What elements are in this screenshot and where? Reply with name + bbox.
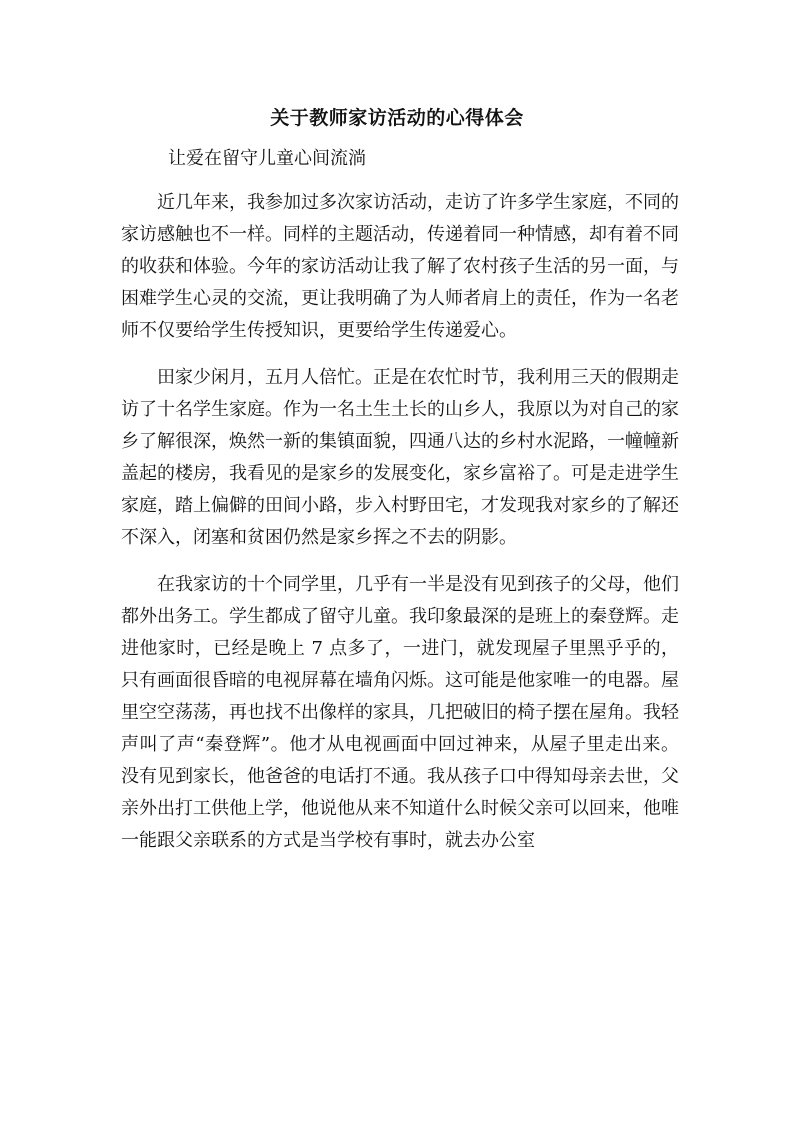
document-subtitle: 让爱在留守儿童心间流淌 xyxy=(168,148,366,169)
paragraph: 在我家访的十个同学里，几乎有一半是没有见到孩子的父母，他们都外出务工。学生都成了留守儿童。我印象最深的是班上的秦登辉。走进他家时，已经是晚上 7 点多了，一进门，就发现屋子里黑乎乎的，只有画面很昏暗的电视屏幕在墙角闪烁。这可能是他家唯一的电器。屋里空空荡荡，再也找不出像样的家具，几把破旧的椅子摆在屋角。我轻声叫了声“秦登辉”。他才从电视画面中回过神来，从屋子里走出来。没有见到家长，他爸爸的电话打不通。我从孩子口中得知母亲去世，父亲外出打工供他上学，他说他从来不知道什么时候父亲可以回来，他唯一能跟父亲联系的方式是当学校有事时，就去办公室 xyxy=(121,574,679,851)
paragraph: 田家少闲月，五月人倍忙。正是在农忙时节，我利用三天的假期走访了十名学生家庭。作为一名土生土长的山乡人，我原以为对自己的家乡了解很深，焕然一新的集镇面貌，四通八达的乡村水泥路，一幢幢新盖起的楼房，我看见的是家乡的发展变化，家乡富裕了。可是走进学生家庭，踏上偏僻的田间小路，步入村野田宅，才发现我对家乡的了解还不深入，闭塞和贫困仍然是家乡挥之不去的阴影。 xyxy=(121,367,679,548)
paragraph: 近几年来，我参加过多次家访活动，走访了许多学生家庭，不同的家访感触也不一样。同样的主题活动，传递着同一种情感，却有着不同的收获和体验。今年的家访活动让我了解了农村孩子生活的另一面，与困难学生心灵的交流，更让我明确了为人师者肩上的责任，作为一名老师不仅要给学生传授知识，更要给学生传递爱心。 xyxy=(121,192,679,341)
document-body xyxy=(121,187,679,857)
document-title: 关于教师家访活动的心得体会 xyxy=(270,107,524,129)
